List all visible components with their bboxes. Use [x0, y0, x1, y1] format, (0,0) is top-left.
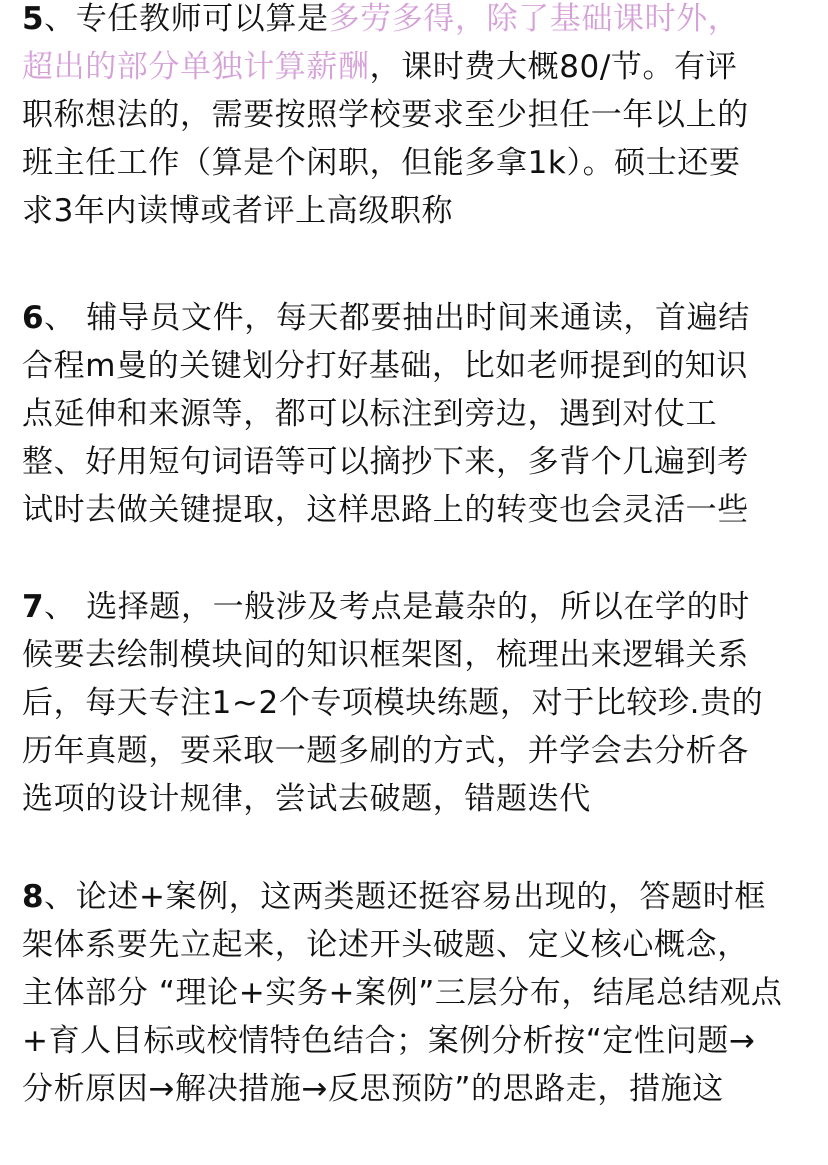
paragraph-6-line-2: 合程m曼的关键划分打好基础，比如老师提到的知识	[22, 348, 748, 384]
paragraph-7-line-4: 历年真题，要采取一题多刷的方式，并学会去分析各	[22, 733, 749, 769]
paragraph-8-line-1	[22, 873, 783, 921]
text-run: ，课时费大概80/节。有评	[369, 49, 738, 85]
highlighted-text: 超出的部分单独计算薪酬	[22, 49, 370, 85]
paragraph-number: 6	[22, 300, 45, 336]
paragraph-7	[22, 583, 763, 823]
paragraph-number: 5	[22, 1, 45, 37]
paragraph-5	[22, 0, 749, 235]
paragraph-5-line-1	[22, 0, 749, 43]
text-run: 、专任教师可以算是	[44, 1, 329, 37]
paragraph-6-line-4: 整、好用短句词语等可以摘抄下来，多背个几遍到考	[22, 444, 749, 480]
paragraph-5-line-5: 求3年内读博或者评上高级职称	[22, 193, 454, 229]
paragraph-6-line-1	[22, 294, 750, 342]
paragraph-7-line-5: 选项的设计规律，尝试去破题，错题迭代	[22, 781, 591, 817]
paragraph-6	[22, 294, 750, 534]
text-run: 、 选择题，一般涉及考点是蕞杂的，所以在学的时	[44, 589, 750, 625]
paragraph-number: 7	[22, 589, 45, 625]
paragraph-5-line-2	[22, 43, 749, 91]
paragraph-5-line-4: 班主任工作（算是个闲职，但能多拿1k）。硕士还要	[22, 145, 741, 181]
paragraph-6-line-5: 试时去做关键提取，这样思路上的转变也会灵活一些	[22, 492, 749, 528]
paragraph-number: 8	[22, 879, 45, 915]
paragraph-8	[22, 873, 783, 1113]
paragraph-7-line-2: 候要去绘制模块间的知识框架图，梳理出来逻辑关系	[22, 637, 749, 673]
text-run: 、 辅导员文件，每天都要抽出时间来通读，首遍结	[44, 300, 750, 336]
paragraph-8-line-5: 分析原因→解决措施→反思预防”的思路走，措施这	[22, 1071, 724, 1107]
paragraph-7-line-1	[22, 583, 763, 631]
paragraph-8-line-2: 架体系要先立起来，论述开头破题、定义核心概念，	[22, 927, 749, 963]
text-run: 、论述+案例，这两类题还挺容易出现的，答题时框	[44, 879, 766, 915]
highlighted-text: 多劳多得，除了基础课时外，	[328, 1, 740, 37]
paragraph-7-line-3: 后，每天专注1~2个专项模块练题，对于比较珍.贵的	[22, 685, 764, 721]
paragraph-8-line-3: 主体部分 “理论+实务+案例”三层分布，结尾总结观点	[22, 975, 783, 1011]
paragraph-8-line-4: +育人目标或校情特色结合；案例分析按“定性问题→	[22, 1023, 756, 1059]
paragraph-5-line-3: 职称想法的，需要按照学校要求至少担任一年以上的	[22, 97, 749, 133]
paragraph-6-line-3: 点延伸和来源等，都可以标注到旁边，遇到对仗工	[22, 396, 718, 432]
